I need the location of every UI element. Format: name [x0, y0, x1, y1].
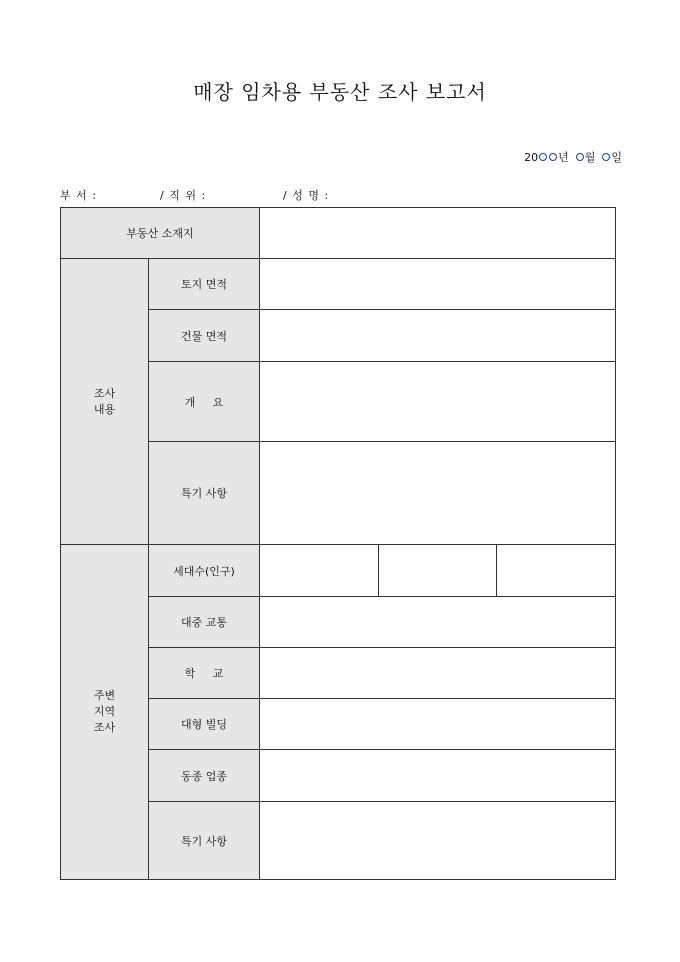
land-area-field[interactable] — [260, 259, 616, 310]
month-blank-circle — [576, 153, 584, 161]
surroundings-notes-field[interactable] — [260, 802, 616, 880]
households-fields — [260, 545, 616, 597]
department-label: 부 서 : — [60, 189, 97, 202]
name-label: / 성 명 : — [283, 189, 330, 202]
land-area-label: 토지 면적 — [149, 259, 260, 310]
school-label: 학 교 — [149, 648, 260, 699]
year-blank-circle — [539, 153, 547, 161]
overview-label: 개 요 — [149, 362, 260, 442]
survey-group-label — [61, 259, 149, 545]
date-year-unit: 년 — [558, 151, 569, 164]
location-field[interactable] — [260, 208, 616, 259]
surroundings-group-label — [61, 545, 149, 880]
position-label: / 직 위 : — [160, 189, 207, 202]
surroundings-group-line2: 지역 — [93, 705, 116, 718]
page-title: 매장 임차용 부동산 조사 보고서 — [193, 80, 487, 104]
year-blank-circle — [549, 153, 557, 161]
school-field[interactable] — [260, 648, 616, 699]
surroundings-group-line3: 조사 — [93, 721, 116, 734]
transit-label: 대중 교통 — [149, 597, 260, 648]
survey-group-line1: 조사 — [93, 386, 116, 400]
large-building-label: 대형 빌딩 — [149, 699, 260, 750]
location-label: 부동산 소재지 — [61, 208, 260, 259]
survey-group-line2: 내용 — [93, 402, 116, 416]
day-blank-circle — [602, 153, 610, 161]
date-prefix: 20 — [524, 150, 539, 164]
overview-field[interactable] — [260, 362, 616, 442]
report-date — [524, 149, 622, 165]
households-field-2[interactable] — [379, 545, 498, 596]
survey-notes-field[interactable] — [260, 442, 616, 545]
households-field-1[interactable] — [260, 545, 379, 596]
date-month-unit: 월 — [584, 151, 596, 164]
households-field-3[interactable] — [497, 545, 615, 596]
building-area-field[interactable] — [260, 310, 616, 362]
households-label: 세대수(인구) — [149, 545, 260, 597]
survey-notes-label: 특기 사항 — [149, 442, 260, 545]
report-table — [60, 207, 616, 880]
surroundings-notes-label: 특기 사항 — [149, 802, 260, 880]
same-industry-field[interactable] — [260, 750, 616, 802]
transit-field[interactable] — [260, 597, 616, 648]
large-building-field[interactable] — [260, 699, 616, 750]
building-area-label: 건물 면적 — [149, 310, 260, 362]
same-industry-label: 동종 업종 — [149, 750, 260, 802]
surroundings-group-line1: 주변 — [93, 689, 116, 702]
date-day-unit: 일 — [611, 151, 622, 164]
